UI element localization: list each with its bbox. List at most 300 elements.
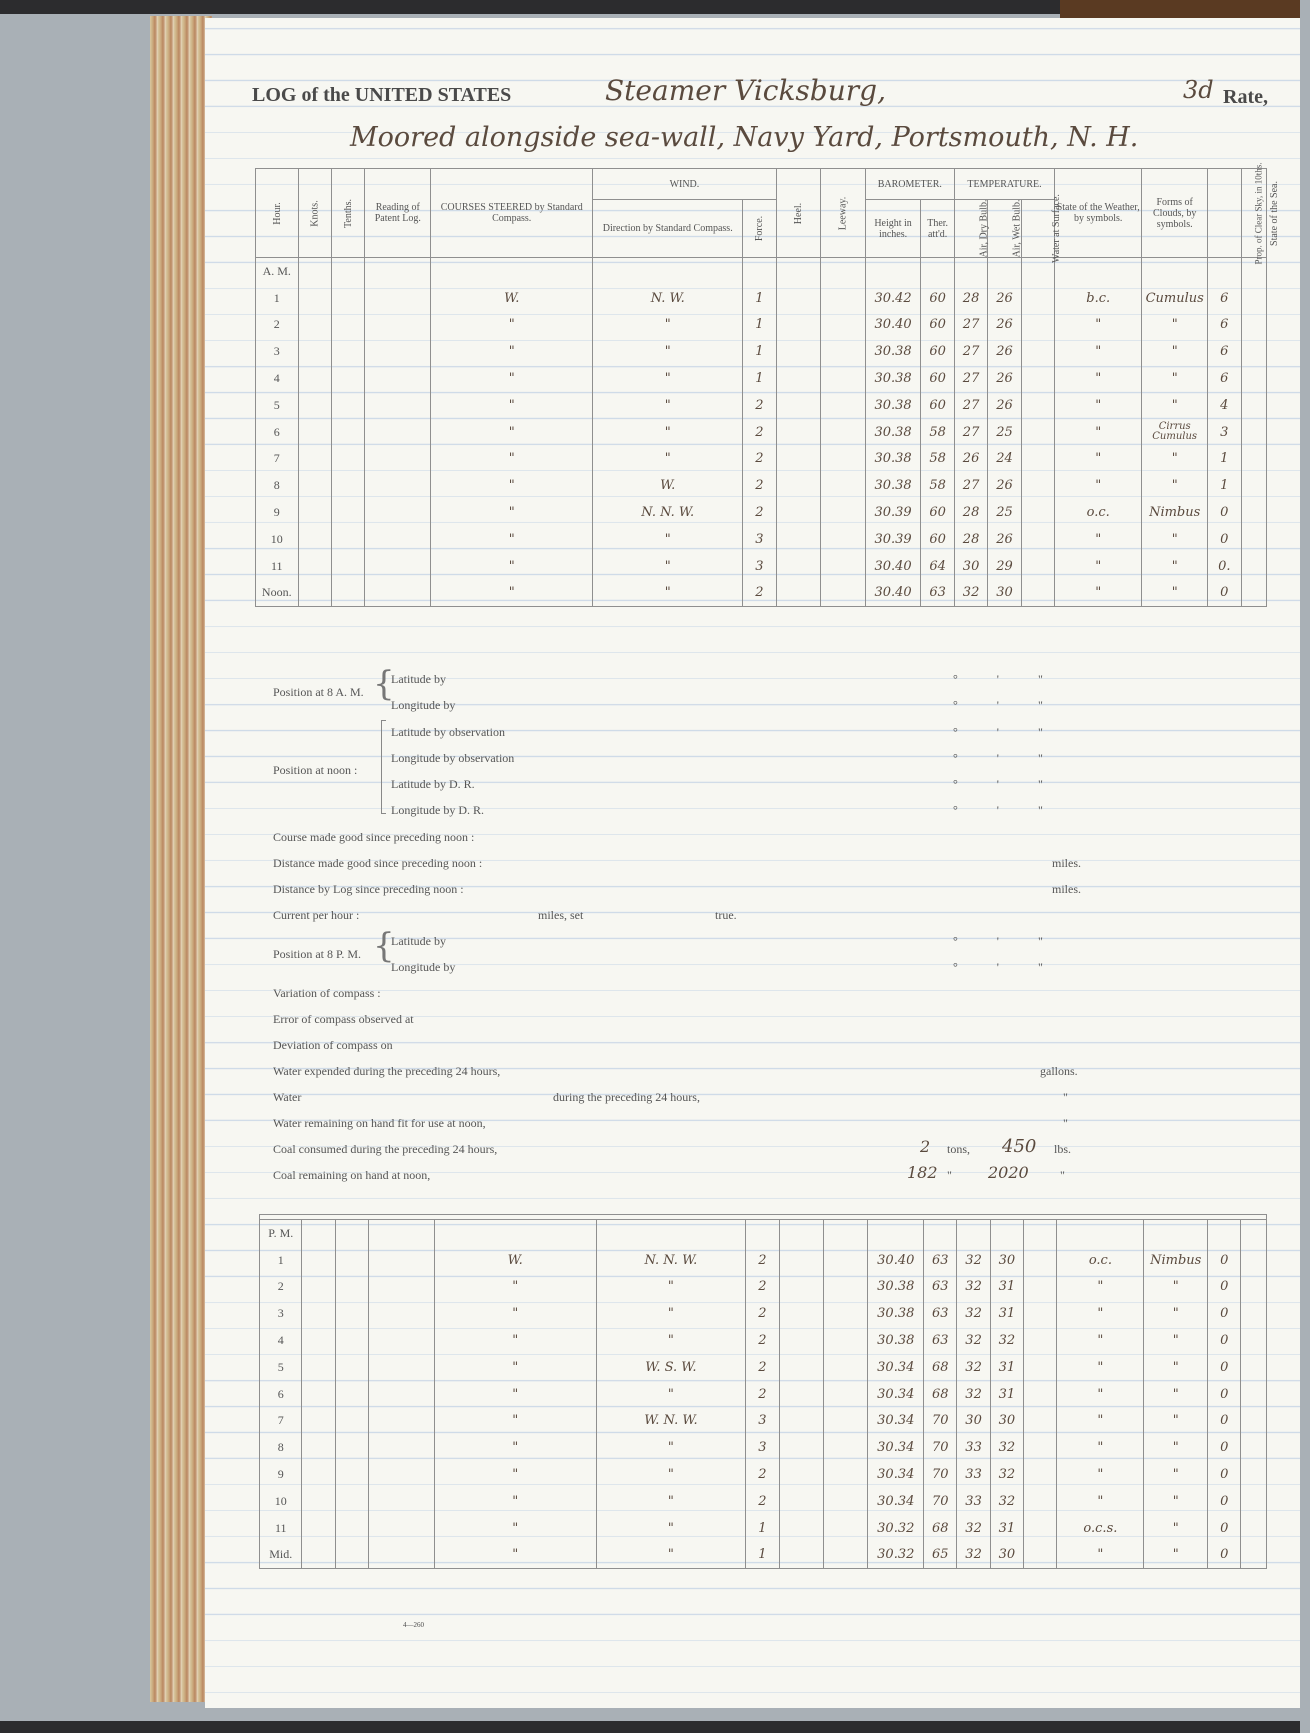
col-patent-log: Reading of Patent Log.	[365, 169, 431, 258]
cell-course: "	[431, 392, 593, 419]
empty-cell	[779, 1247, 823, 1274]
empty-cell	[1241, 285, 1266, 312]
cell-ther: 58	[921, 472, 954, 499]
empty-cell	[302, 1327, 335, 1354]
empty-cell	[1057, 1220, 1144, 1247]
cell-course: "	[434, 1461, 596, 1488]
table-row	[256, 419, 1267, 446]
miles-set: miles, set	[538, 908, 584, 922]
empty-cell	[1241, 499, 1266, 526]
degree-minute-second-marks: ° ' "	[953, 698, 1061, 712]
cell-height: 30.40	[868, 1247, 924, 1274]
empty-cell	[1142, 258, 1208, 285]
empty-cell	[865, 258, 921, 285]
cell-dry: 28	[954, 499, 987, 526]
cell-hour: 3	[260, 1300, 302, 1327]
cell-ther: 58	[921, 419, 954, 446]
cell-clouds: "	[1142, 446, 1208, 473]
table-row	[256, 338, 1267, 365]
cell-clear: 0	[1208, 526, 1241, 553]
cell-hour: 3	[256, 338, 299, 365]
cell-height: 30.39	[865, 526, 921, 553]
cell-clear: 0	[1208, 1461, 1241, 1488]
empty-cell	[776, 553, 821, 580]
empty-cell	[369, 1408, 435, 1435]
cell-course: "	[431, 580, 593, 607]
empty-cell	[335, 1354, 368, 1381]
empty-cell	[298, 472, 331, 499]
cell-wet: 26	[988, 526, 1021, 553]
deviation: Deviation of compass on	[273, 1038, 393, 1052]
table-row	[256, 580, 1267, 607]
cell-course: W.	[434, 1247, 596, 1274]
cell-wet: 24	[988, 446, 1021, 473]
col-clouds: Forms of Clouds, by symbols.	[1142, 169, 1208, 258]
cell-ther: 63	[924, 1247, 957, 1274]
cell-dir: "	[593, 312, 743, 339]
empty-cell	[369, 1488, 435, 1515]
cell-clouds: "	[1144, 1488, 1208, 1515]
empty-cell	[824, 1300, 868, 1327]
cell-force: 2	[743, 392, 776, 419]
empty-cell	[298, 419, 331, 446]
empty-cell	[824, 1381, 868, 1408]
cell-force: 2	[743, 419, 776, 446]
col-wind-direction: Direction by Standard Compass.	[593, 200, 743, 258]
cell-ther: 63	[924, 1300, 957, 1327]
empty-cell	[824, 1247, 868, 1274]
cell-force: 2	[746, 1488, 779, 1515]
cell-clear: 6	[1208, 338, 1241, 365]
table-row	[256, 526, 1267, 553]
empty-cell	[779, 1354, 823, 1381]
cell-hour: 10	[256, 526, 299, 553]
empty-cell	[369, 1434, 435, 1461]
cell-weather: "	[1057, 1434, 1144, 1461]
variation: Variation of compass :	[273, 986, 381, 1000]
col-temperature: TEMPERATURE.	[954, 169, 1054, 200]
empty-cell	[365, 365, 431, 392]
cell-ther: 60	[921, 365, 954, 392]
empty-cell	[824, 1327, 868, 1354]
empty-cell	[821, 526, 866, 553]
cell-wet: 25	[988, 419, 1021, 446]
cell-clouds: "	[1144, 1327, 1208, 1354]
col-tenths: Tenths.	[331, 169, 364, 258]
empty-cell	[431, 258, 593, 285]
empty-cell	[1021, 312, 1054, 339]
empty-cell	[1241, 1274, 1267, 1301]
empty-cell	[331, 365, 364, 392]
cell-course: "	[431, 312, 593, 339]
pos-noon-label: Position at noon :	[273, 763, 358, 777]
empty-cell	[1241, 1247, 1267, 1274]
cell-course: "	[434, 1274, 596, 1301]
empty-cell	[1241, 446, 1266, 473]
water-label: Water	[273, 1090, 302, 1104]
cell-dir: "	[593, 365, 743, 392]
empty-cell	[369, 1247, 435, 1274]
col-weather: State of the Weather, by symbols.	[1055, 169, 1142, 258]
empty-cell	[369, 1220, 435, 1247]
empty-cell	[365, 419, 431, 446]
empty-cell	[1024, 1327, 1057, 1354]
empty-cell	[1241, 1300, 1267, 1327]
cell-hour: 10	[260, 1488, 302, 1515]
cell-wet: 32	[990, 1327, 1023, 1354]
empty-cell	[298, 526, 331, 553]
cell-height: 30.38	[868, 1300, 924, 1327]
cell-weather: "	[1055, 526, 1142, 553]
cell-height: 30.32	[868, 1515, 924, 1542]
cell-hour: 11	[256, 553, 299, 580]
empty-cell	[302, 1488, 335, 1515]
cell-dry: 30	[954, 553, 987, 580]
page-stack-edge	[150, 16, 212, 1702]
cell-height: 30.39	[865, 499, 921, 526]
cell-course: W.	[431, 285, 593, 312]
pos-8am-label: Position at 8 A. M.	[273, 685, 364, 699]
cell-dir: "	[593, 553, 743, 580]
empty-cell	[776, 285, 821, 312]
empty-cell	[298, 312, 331, 339]
table-row	[256, 472, 1267, 499]
cell-clouds: "	[1144, 1274, 1208, 1301]
am-log-table	[255, 162, 1280, 607]
cell-ther: 60	[921, 285, 954, 312]
cell-clouds: "	[1144, 1408, 1208, 1435]
form-number: 4—260	[403, 1621, 424, 1629]
cell-clouds: "	[1144, 1461, 1208, 1488]
current: Current per hour :	[273, 908, 360, 922]
pm-label: P. M.	[260, 1220, 302, 1247]
empty-cell	[776, 365, 821, 392]
empty-cell	[335, 1408, 368, 1435]
cell-height: 30.38	[868, 1327, 924, 1354]
empty-cell	[1241, 580, 1266, 607]
empty-cell	[1024, 1408, 1057, 1435]
cell-height: 30.34	[868, 1461, 924, 1488]
empty-cell	[1024, 1542, 1057, 1569]
ditto-3: "	[947, 1168, 952, 1182]
empty-cell	[779, 1542, 823, 1569]
cell-course: "	[434, 1542, 596, 1569]
cell-force: 2	[746, 1327, 779, 1354]
cell-weather: "	[1057, 1354, 1144, 1381]
cell-dir: "	[596, 1434, 746, 1461]
empty-cell	[365, 312, 431, 339]
empty-cell	[1021, 258, 1054, 285]
empty-cell	[335, 1434, 368, 1461]
empty-cell	[1021, 553, 1054, 580]
true-label: true.	[715, 908, 737, 922]
cell-hour: 7	[256, 446, 299, 473]
cell-clear: 0	[1208, 1300, 1241, 1327]
empty-cell	[821, 258, 866, 285]
empty-cell	[1241, 1220, 1267, 1247]
empty-cell	[1241, 392, 1266, 419]
rate-number: 3d	[1183, 76, 1214, 104]
empty-cell	[824, 1515, 868, 1542]
cell-course: "	[434, 1354, 596, 1381]
col-wind: WIND.	[593, 169, 776, 200]
cell-dry: 33	[957, 1488, 990, 1515]
cell-weather: "	[1055, 338, 1142, 365]
col-force: Force.	[743, 200, 776, 258]
table-row	[256, 285, 1267, 312]
empty-cell	[331, 526, 364, 553]
cell-dir: "	[596, 1327, 746, 1354]
cell-wet: 30	[988, 580, 1021, 607]
empty-cell	[1241, 1327, 1267, 1354]
course-good: Course made good since preceding noon :	[273, 830, 475, 844]
cell-ther: 70	[924, 1408, 957, 1435]
cell-height: 30.38	[865, 446, 921, 473]
empty-cell	[434, 1220, 596, 1247]
lat-by-8pm: Latitude by	[391, 934, 446, 948]
cell-force: 2	[743, 499, 776, 526]
cell-dry: 27	[954, 419, 987, 446]
cell-wet: 30	[990, 1542, 1023, 1569]
empty-cell	[1024, 1220, 1057, 1247]
empty-cell	[1241, 419, 1266, 446]
empty-cell	[779, 1408, 823, 1435]
empty-cell	[1208, 1220, 1241, 1247]
brace: {	[373, 664, 395, 704]
cell-clear: 0	[1208, 1381, 1241, 1408]
empty-cell	[957, 1220, 990, 1247]
cell-wet: 32	[990, 1434, 1023, 1461]
empty-cell	[331, 553, 364, 580]
cell-weather: "	[1057, 1274, 1144, 1301]
cell-course: "	[431, 499, 593, 526]
pos-8pm-label: Position at 8 P. M.	[273, 947, 362, 961]
cell-hour: 2	[260, 1274, 302, 1301]
empty-cell	[1241, 1488, 1267, 1515]
empty-cell	[779, 1274, 823, 1301]
cell-height: 30.34	[868, 1408, 924, 1435]
dist-log: Distance by Log since preceding noon :	[273, 882, 464, 896]
empty-cell	[779, 1327, 823, 1354]
cell-clear: 0	[1208, 1408, 1241, 1435]
cell-weather: "	[1055, 553, 1142, 580]
empty-cell	[821, 285, 866, 312]
cell-weather: "	[1057, 1408, 1144, 1435]
cell-dry: 28	[954, 526, 987, 553]
empty-cell	[369, 1542, 435, 1569]
empty-cell	[335, 1274, 368, 1301]
cell-height: 30.32	[868, 1542, 924, 1569]
cell-weather: "	[1057, 1488, 1144, 1515]
cell-hour: 6	[260, 1381, 302, 1408]
empty-cell	[1021, 580, 1054, 607]
empty-cell	[779, 1461, 823, 1488]
lon-by-8pm: Longitude by	[391, 960, 456, 974]
cell-dry: 27	[954, 392, 987, 419]
cell-hour: 1	[260, 1247, 302, 1274]
empty-cell	[1241, 365, 1266, 392]
cell-dir: "	[596, 1488, 746, 1515]
cell-wet: 26	[988, 338, 1021, 365]
col-height: Height in inches.	[865, 200, 921, 258]
cell-hour: 2	[256, 312, 299, 339]
empty-cell	[365, 472, 431, 499]
cell-ther: 60	[921, 312, 954, 339]
cell-dir: W. N. W.	[596, 1408, 746, 1435]
cell-height: 30.38	[865, 338, 921, 365]
empty-cell	[369, 1461, 435, 1488]
empty-cell	[1021, 526, 1054, 553]
table-row	[260, 1327, 1267, 1354]
cell-course: "	[431, 526, 593, 553]
empty-cell	[1208, 258, 1241, 285]
am-label: A. M.	[256, 258, 299, 285]
cell-force: 2	[743, 580, 776, 607]
empty-cell	[298, 446, 331, 473]
cell-clear: 0	[1208, 1515, 1241, 1542]
empty-cell	[743, 258, 776, 285]
cell-wet: 32	[990, 1488, 1023, 1515]
cell-dir: "	[593, 446, 743, 473]
empty-cell	[335, 1247, 368, 1274]
cell-height: 30.38	[865, 472, 921, 499]
lbs-label: lbs.	[1054, 1142, 1072, 1156]
empty-cell	[302, 1300, 335, 1327]
cell-weather: o.c.	[1055, 499, 1142, 526]
empty-cell	[1241, 1515, 1267, 1542]
cell-force: 3	[743, 526, 776, 553]
cell-dry: 33	[957, 1434, 990, 1461]
cell-course: "	[431, 553, 593, 580]
cell-clouds: "	[1142, 472, 1208, 499]
cell-wet: 31	[990, 1354, 1023, 1381]
cell-wet: 26	[988, 392, 1021, 419]
col-heel: Heel.	[776, 169, 821, 258]
cell-hour: 4	[260, 1327, 302, 1354]
empty-cell	[821, 312, 866, 339]
cell-dry: 28	[954, 285, 987, 312]
cell-force: 1	[743, 312, 776, 339]
cell-dir: "	[593, 419, 743, 446]
empty-cell	[776, 472, 821, 499]
empty-cell	[302, 1542, 335, 1569]
empty-cell	[365, 285, 431, 312]
cell-ther: 63	[924, 1327, 957, 1354]
empty-cell	[776, 446, 821, 473]
cell-height: 30.40	[865, 312, 921, 339]
lat-by-8am: Latitude by	[391, 672, 446, 686]
empty-cell	[298, 392, 331, 419]
empty-cell	[302, 1381, 335, 1408]
empty-cell	[302, 1247, 335, 1274]
empty-cell	[776, 580, 821, 607]
empty-cell	[824, 1542, 868, 1569]
empty-cell	[988, 258, 1021, 285]
empty-cell	[335, 1327, 368, 1354]
empty-cell	[369, 1300, 435, 1327]
empty-cell	[1024, 1488, 1057, 1515]
cell-dry: 32	[957, 1542, 990, 1569]
coal-tons-value: 2	[920, 1137, 931, 1156]
empty-cell	[369, 1515, 435, 1542]
cell-dir: W. S. W.	[596, 1354, 746, 1381]
empty-cell	[1241, 1354, 1267, 1381]
cell-wet: 26	[988, 365, 1021, 392]
empty-cell	[824, 1488, 868, 1515]
cell-weather: "	[1055, 419, 1142, 446]
cell-wet: 31	[990, 1515, 1023, 1542]
cell-weather: "	[1057, 1300, 1144, 1327]
ditto-1: "	[1063, 1090, 1068, 1104]
empty-cell	[302, 1515, 335, 1542]
empty-cell	[824, 1354, 868, 1381]
cell-height: 30.38	[865, 419, 921, 446]
cell-hour: 5	[260, 1354, 302, 1381]
empty-cell	[335, 1300, 368, 1327]
empty-cell	[1241, 1461, 1267, 1488]
cell-dry: 27	[954, 472, 987, 499]
cell-dry: 33	[957, 1461, 990, 1488]
empty-cell	[335, 1220, 368, 1247]
cell-hour: Mid.	[260, 1542, 302, 1569]
empty-cell	[821, 553, 866, 580]
cell-clear: 0	[1208, 499, 1241, 526]
lat-dr: Latitude by D. R.	[391, 777, 475, 791]
ditto-2: "	[1063, 1116, 1068, 1130]
empty-cell	[821, 446, 866, 473]
degree-minute-second-marks: ° ' "	[953, 777, 1061, 791]
cell-clear: 1	[1208, 446, 1241, 473]
empty-cell	[1024, 1461, 1057, 1488]
table-row	[256, 392, 1267, 419]
cell-dry: 32	[957, 1300, 990, 1327]
table-row	[260, 1381, 1267, 1408]
cell-dir: "	[593, 526, 743, 553]
empty-cell	[1241, 526, 1266, 553]
cell-course: "	[431, 365, 593, 392]
empty-cell	[824, 1220, 868, 1247]
empty-cell	[954, 258, 987, 285]
cell-force: 2	[743, 472, 776, 499]
cell-dir: "	[596, 1381, 746, 1408]
cell-dir: "	[596, 1515, 746, 1542]
table-row	[260, 1247, 1267, 1274]
empty-cell	[824, 1434, 868, 1461]
col-knots: Knots.	[298, 169, 331, 258]
cell-clear: 0	[1208, 580, 1241, 607]
cell-clouds: "	[1144, 1300, 1208, 1327]
pm-log-table	[259, 1214, 1267, 1569]
col-dry-bulb: Air, Dry Bulb.	[954, 200, 987, 258]
cell-weather: "	[1055, 446, 1142, 473]
cell-force: 2	[746, 1247, 779, 1274]
cell-course: "	[434, 1488, 596, 1515]
empty-cell	[776, 499, 821, 526]
empty-cell	[365, 526, 431, 553]
cell-course: "	[431, 419, 593, 446]
col-courses: COURSES STEERED by Standard Compass.	[431, 169, 593, 258]
col-ther: Ther. att'd.	[921, 200, 954, 258]
empty-cell	[331, 392, 364, 419]
cell-dir: "	[593, 392, 743, 419]
empty-cell	[331, 580, 364, 607]
table-row	[260, 1434, 1267, 1461]
cell-force: 1	[746, 1542, 779, 1569]
empty-cell	[365, 392, 431, 419]
empty-cell	[298, 338, 331, 365]
cell-clear: 0	[1208, 1434, 1241, 1461]
empty-cell	[302, 1434, 335, 1461]
